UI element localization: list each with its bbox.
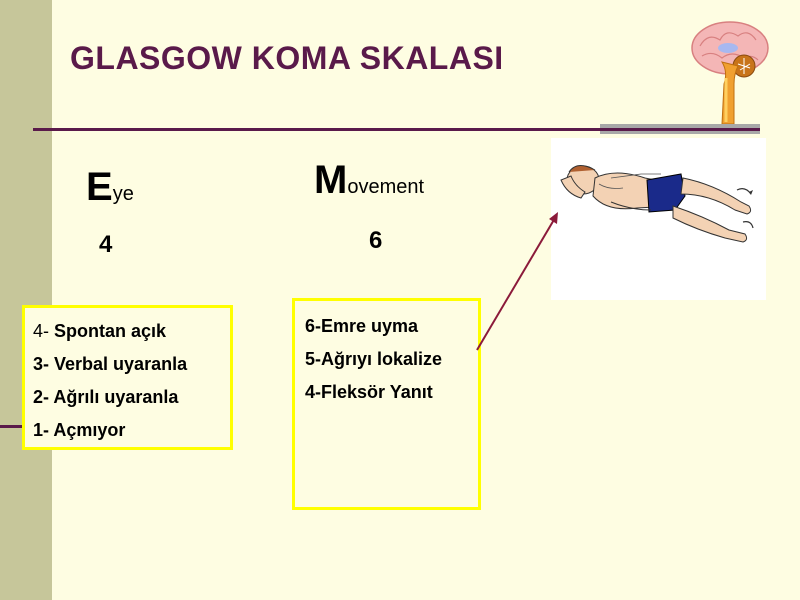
eye-item-number: 1-: [33, 420, 50, 440]
slide-title: GLASGOW KOMA SKALASI: [70, 40, 504, 76]
eye-response-box: [22, 305, 233, 450]
brain-icon: [688, 18, 772, 126]
title-divider: [33, 128, 760, 131]
eye-item-text: Açmıyor: [49, 420, 126, 440]
movement-item: 6-Emre uyma: [305, 316, 419, 336]
eye-heading: [86, 165, 134, 210]
movement-item: 4-Fleksör Yanıt: [305, 382, 433, 402]
lying-patient-illustration: [551, 138, 766, 300]
eye-item-text: Verbal uyaranla: [49, 354, 188, 374]
movement-heading-letter: M: [314, 158, 348, 202]
eye-item: [33, 320, 230, 342]
eye-item: [33, 386, 230, 408]
movement-heading-rest: ovement: [347, 176, 425, 198]
eye-item-number: 4-: [33, 321, 50, 341]
movement-score: 6: [369, 227, 383, 254]
eye-item-number: 2-: [33, 387, 50, 407]
eye-item-text: Spontan açık: [49, 321, 167, 341]
eye-heading-letter: E: [86, 165, 113, 209]
movement-heading: [314, 158, 424, 203]
movement-item: 5-Ağrıyı lokalize: [305, 349, 443, 369]
eye-item-number: 3-: [33, 354, 50, 374]
movement-response-box: [292, 298, 481, 510]
eye-score: 4: [99, 231, 113, 258]
eye-heading-rest: ye: [112, 183, 134, 205]
left-accent-bar: [0, 0, 52, 600]
eye-item-text: Ağrılı uyaranla: [49, 387, 179, 407]
eye-item: [33, 353, 230, 375]
eye-item: [33, 419, 230, 441]
